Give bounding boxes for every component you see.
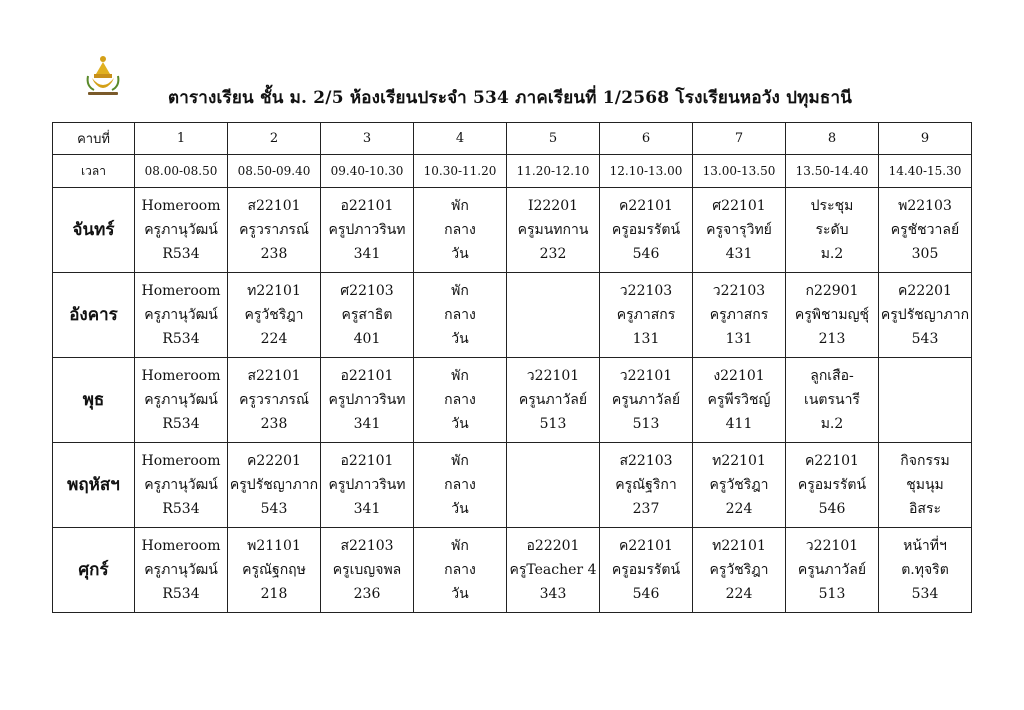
class-subject: ค22101 [619, 538, 673, 554]
class-cell [693, 443, 786, 528]
class-subject: ส22101 [247, 198, 301, 214]
class-cell [414, 443, 507, 528]
class-teacher: ครูภานุวัฒน์ [144, 477, 218, 493]
class-subject: ค22201 [247, 453, 301, 469]
class-subject: Homeroom [141, 368, 221, 384]
class-subject: พัก [451, 368, 469, 384]
class-room: 343 [539, 586, 567, 602]
day-row [53, 358, 972, 443]
class-teacher: ครูนภาวัลย์ [611, 392, 681, 408]
class-cell [693, 188, 786, 273]
class-subject: ศ22101 [712, 198, 766, 214]
class-subject: อ22101 [340, 453, 394, 469]
day-label-cell: ศุกร์ [53, 528, 135, 613]
class-subject: อ22101 [340, 198, 394, 214]
class-room: วัน [451, 416, 469, 432]
class-cell [786, 443, 879, 528]
time-range-cell: 08.50-09.40 [228, 155, 321, 188]
class-teacher: ครูมนทกาน [517, 222, 589, 238]
class-teacher: เนตรนารี [804, 392, 860, 408]
class-teacher: ต.ทุจริต [901, 562, 949, 578]
class-teacher: ครูนภาวัลย์ [518, 392, 588, 408]
class-cell [228, 188, 321, 273]
class-cell [600, 273, 693, 358]
class-teacher: ครูวัชริฎา [244, 307, 304, 323]
period-number-cell: 1 [135, 123, 228, 155]
time-range-cell: 09.40-10.30 [321, 155, 414, 188]
class-subject: ว22101 [619, 368, 673, 384]
class-teacher: ครูวราภรณ์ [239, 392, 309, 408]
day-label-cell: พฤหัสฯ [53, 443, 135, 528]
class-cell [135, 273, 228, 358]
class-room: 513 [632, 416, 660, 432]
class-subject: อ22101 [340, 368, 394, 384]
class-cell [414, 358, 507, 443]
class-room: R534 [162, 416, 200, 432]
class-teacher: ครูภาสกร [616, 307, 676, 323]
class-teacher: ครูนภาวัลย์ [797, 562, 867, 578]
class-cell [600, 443, 693, 528]
class-cell [414, 273, 507, 358]
class-room: 431 [725, 246, 753, 262]
class-cell [228, 358, 321, 443]
class-cell [321, 528, 414, 613]
class-subject: ก22901 [805, 283, 859, 299]
class-room: 238 [260, 416, 288, 432]
class-cell [600, 188, 693, 273]
class-cell [135, 358, 228, 443]
class-teacher: ครูวัชริฎา [709, 477, 769, 493]
class-cell [786, 528, 879, 613]
class-teacher: ครูณัฐริกา [615, 477, 677, 493]
class-room: 543 [260, 501, 288, 517]
time-label-cell: เวลา [53, 155, 135, 188]
class-subject: ส22101 [247, 368, 301, 384]
time-range-cell: 13.00-13.50 [693, 155, 786, 188]
class-subject: พ21101 [247, 538, 301, 554]
period-number-cell: 9 [879, 123, 972, 155]
period-header-row [53, 123, 972, 155]
class-teacher: ครูอมรรัตน์ [611, 562, 681, 578]
period-number-cell: 2 [228, 123, 321, 155]
class-subject: Homeroom [141, 453, 221, 469]
class-subject: ค22101 [805, 453, 859, 469]
class-cell [507, 358, 600, 443]
class-subject: ท22101 [712, 538, 766, 554]
class-room: วัน [451, 331, 469, 347]
period-number-cell: 6 [600, 123, 693, 155]
class-room: 341 [353, 246, 381, 262]
class-teacher: ครูปรัชญาภาก [880, 307, 970, 323]
class-teacher: ครูปภาวรินท [328, 222, 406, 238]
class-teacher: ครูเบญจพล [332, 562, 402, 578]
day-label-cell: จันทร์ [53, 188, 135, 273]
empty-class-cell [507, 443, 600, 528]
class-subject: กิจกรรม [900, 453, 950, 469]
class-teacher: ครูภานุวัฒน์ [144, 222, 218, 238]
class-subject: Homeroom [141, 283, 221, 299]
class-cell [879, 273, 972, 358]
class-room: 213 [818, 331, 846, 347]
class-subject: ท22101 [712, 453, 766, 469]
class-cell [228, 528, 321, 613]
class-subject: พัก [451, 198, 469, 214]
class-subject: I22201 [527, 198, 579, 214]
class-teacher: กลาง [444, 562, 476, 578]
class-room: 401 [353, 331, 381, 347]
class-room: 543 [911, 331, 939, 347]
class-cell [879, 528, 972, 613]
class-subject: พัก [451, 453, 469, 469]
class-cell [228, 443, 321, 528]
class-teacher: ครูปรัชญาภาก [229, 477, 319, 493]
class-cell [786, 273, 879, 358]
class-subject: ง22101 [713, 368, 765, 384]
class-room: 341 [353, 501, 381, 517]
page-title: ตารางเรียน ชั้น ม. 2/5 ห้องเรียนประจำ 534 ภาคเรียนที่ 1/2568 โรงเรียนหอวัง ปทุมธานี [167, 88, 853, 108]
class-teacher: ครูอมรรัตน์ [611, 222, 681, 238]
time-range-cell: 11.20-12.10 [507, 155, 600, 188]
class-teacher: กลาง [444, 392, 476, 408]
class-cell [600, 358, 693, 443]
class-room: 131 [632, 331, 660, 347]
class-teacher: กลาง [444, 307, 476, 323]
class-cell [135, 188, 228, 273]
class-teacher: ครูภานุวัฒน์ [144, 392, 218, 408]
class-room: 546 [818, 501, 846, 517]
class-subject: ว22101 [805, 538, 859, 554]
class-cell [321, 443, 414, 528]
class-cell [693, 528, 786, 613]
class-teacher: ครูปภาวรินท [328, 477, 406, 493]
class-teacher: ครูภาสกร [709, 307, 769, 323]
empty-class-cell [507, 273, 600, 358]
class-room: 224 [725, 501, 753, 517]
class-room: วัน [451, 246, 469, 262]
period-number-cell: 5 [507, 123, 600, 155]
class-room: 546 [632, 246, 660, 262]
class-teacher: กลาง [444, 477, 476, 493]
class-room: ม.2 [820, 416, 844, 432]
day-label-cell: พุธ [53, 358, 135, 443]
time-range-cell: 10.30-11.20 [414, 155, 507, 188]
period-label-cell: คาบที่ [53, 123, 135, 155]
class-subject: ลูกเสือ- [810, 368, 854, 384]
day-row [53, 273, 972, 358]
class-cell [135, 443, 228, 528]
class-subject: อ22201 [526, 538, 580, 554]
day-row [53, 528, 972, 613]
class-room: 513 [539, 416, 567, 432]
time-range-cell: 12.10-13.00 [600, 155, 693, 188]
class-teacher: ครูอมรรัตน์ [797, 477, 867, 493]
day-row [53, 443, 972, 528]
class-room: R534 [162, 501, 200, 517]
class-teacher: ครูTeacher 4 [509, 562, 597, 578]
class-cell [321, 358, 414, 443]
class-room: อิสระ [909, 501, 941, 517]
class-cell [693, 273, 786, 358]
class-subject: พัก [451, 538, 469, 554]
class-teacher: ครูจารุวิทย์ [706, 222, 772, 238]
class-cell [228, 273, 321, 358]
class-room: R534 [162, 586, 200, 602]
time-range-cell: 08.00-08.50 [135, 155, 228, 188]
class-room: 534 [911, 586, 939, 602]
class-cell [135, 528, 228, 613]
class-teacher: ครูณัฐกฤษ [242, 562, 306, 578]
class-room: 305 [911, 246, 939, 262]
class-room: 411 [725, 416, 753, 432]
period-number-cell: 7 [693, 123, 786, 155]
class-room: 341 [353, 416, 381, 432]
class-room: 236 [353, 586, 381, 602]
class-cell [414, 188, 507, 273]
day-row [53, 188, 972, 273]
class-teacher: ครูพิชามญชุ์ [794, 307, 870, 323]
class-subject: ว22103 [619, 283, 673, 299]
time-range-cell: 13.50-14.40 [786, 155, 879, 188]
class-cell [507, 528, 600, 613]
class-teacher: ครูปภาวรินท [328, 392, 406, 408]
class-room: R534 [162, 331, 200, 347]
class-teacher: ครูวัชริฎา [709, 562, 769, 578]
class-subject: ศ22103 [340, 283, 394, 299]
class-room: ม.2 [820, 246, 844, 262]
class-cell [786, 358, 879, 443]
class-room: 513 [818, 586, 846, 602]
period-number-cell: 3 [321, 123, 414, 155]
class-subject: หน้าที่ฯ [903, 538, 947, 554]
class-room: 224 [725, 586, 753, 602]
class-room: 238 [260, 246, 288, 262]
class-subject: Homeroom [141, 198, 221, 214]
class-teacher: ครูชัชวาลย์ [890, 222, 960, 238]
class-teacher: ครูวราภรณ์ [239, 222, 309, 238]
class-cell [414, 528, 507, 613]
class-room: 218 [260, 586, 288, 602]
class-cell [600, 528, 693, 613]
class-subject: ส22103 [340, 538, 394, 554]
class-subject: พัก [451, 283, 469, 299]
class-room: 131 [725, 331, 753, 347]
class-teacher: ครูภานุวัฒน์ [144, 307, 218, 323]
class-cell [879, 188, 972, 273]
class-cell [786, 188, 879, 273]
class-subject: Homeroom [141, 538, 221, 554]
class-room: 232 [539, 246, 567, 262]
class-subject: ประชุม [810, 198, 854, 214]
class-cell [321, 273, 414, 358]
class-subject: ค22101 [619, 198, 673, 214]
class-room: วัน [451, 586, 469, 602]
class-subject: พ22103 [898, 198, 952, 214]
class-teacher: ระดับ [815, 222, 849, 238]
period-number-cell: 4 [414, 123, 507, 155]
class-cell [321, 188, 414, 273]
class-subject: ว22103 [712, 283, 766, 299]
class-cell [693, 358, 786, 443]
time-header-row [53, 155, 972, 188]
class-cell [879, 443, 972, 528]
empty-class-cell [879, 358, 972, 443]
class-teacher: ชุมนุม [906, 477, 944, 493]
class-subject: ว22101 [526, 368, 580, 384]
class-cell [507, 188, 600, 273]
class-teacher: ครูพีรวิชญ์ [707, 392, 771, 408]
class-teacher: ครูสาธิต [341, 307, 393, 323]
day-label-cell: อังคาร [53, 273, 135, 358]
school-emblem-icon [80, 52, 126, 100]
class-subject: ค22201 [898, 283, 952, 299]
class-room: 546 [632, 586, 660, 602]
class-subject: ท22101 [247, 283, 301, 299]
period-number-cell: 8 [786, 123, 879, 155]
class-subject: ส22103 [619, 453, 673, 469]
class-room: 237 [632, 501, 660, 517]
class-teacher: กลาง [444, 222, 476, 238]
time-range-cell: 14.40-15.30 [879, 155, 972, 188]
class-room: 224 [260, 331, 288, 347]
class-room: วัน [451, 501, 469, 517]
class-schedule-table [52, 122, 972, 613]
class-room: R534 [162, 246, 200, 262]
class-teacher: ครูภานุวัฒน์ [144, 562, 218, 578]
